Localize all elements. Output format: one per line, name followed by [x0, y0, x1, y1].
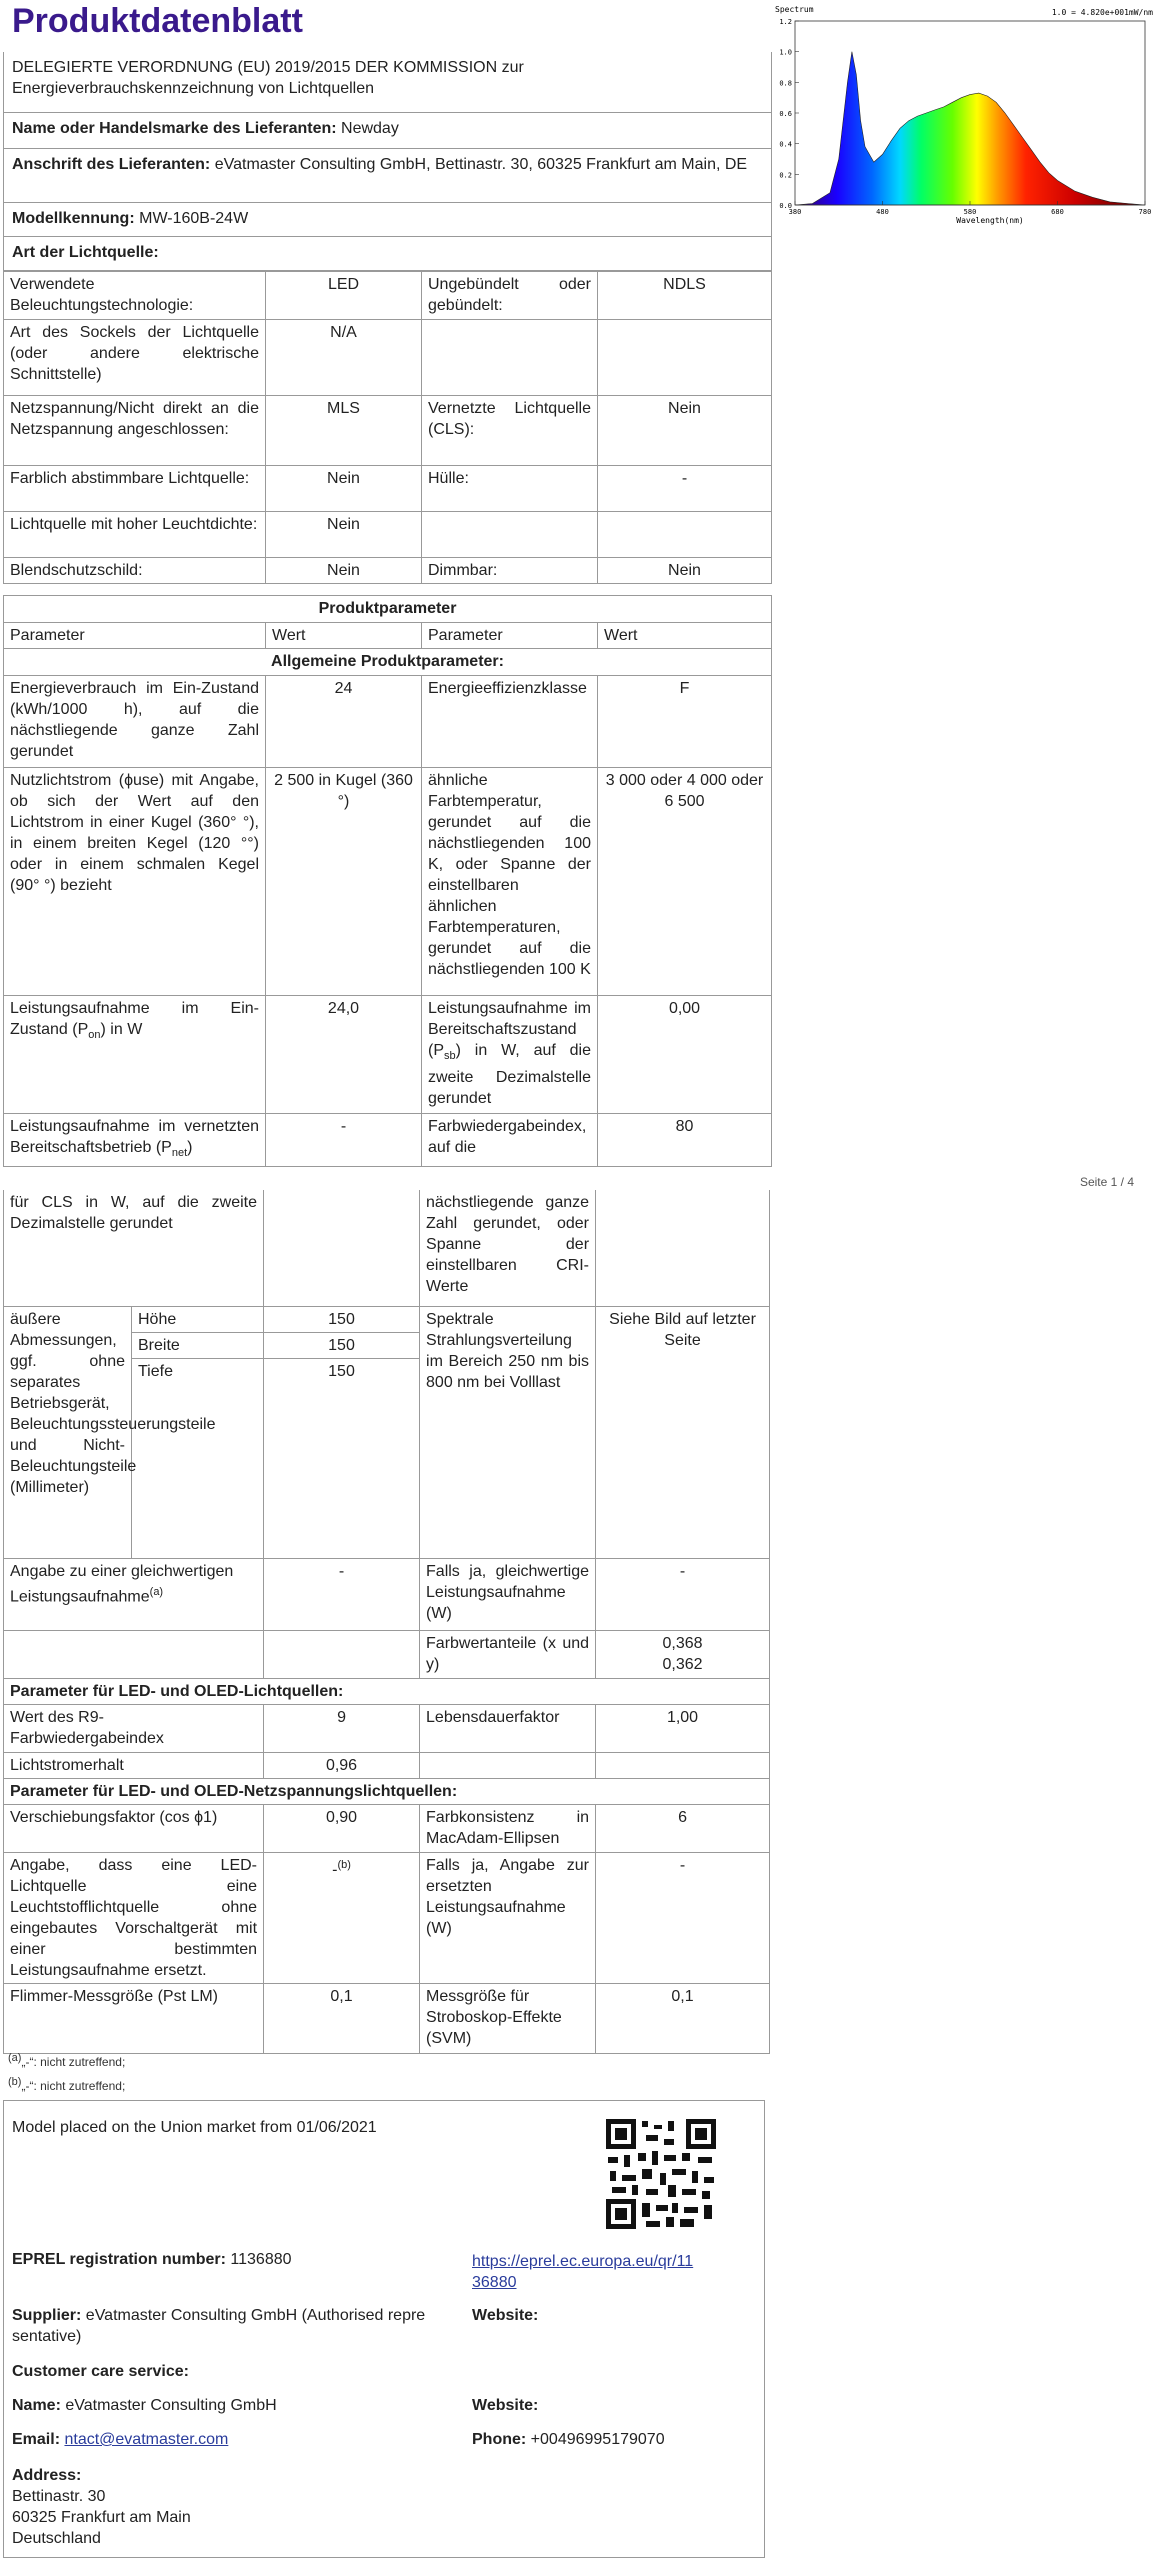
type-table-cell-4-3 — [598, 512, 772, 558]
efficiency-class-label: Energieeffizienzklasse — [422, 675, 598, 767]
spectrum-area — [795, 52, 1145, 205]
cri-value: 80 — [598, 1113, 772, 1166]
type-table-body — [4, 272, 772, 584]
model-label: Modellkennung: — [12, 210, 135, 227]
energy-consumption-label: Energieverbrauch im Ein-Zustand (kWh/1000 h), auf die nächstliegende ganze Zahl gerundet — [4, 675, 266, 767]
supplier-address-label: Anschrift des Lieferanten: — [12, 156, 211, 173]
address-line-1: Bettinastr. 30 — [12, 2488, 106, 2505]
general-params-title: Allgemeine Produktparameter: — [4, 649, 772, 676]
light-source-type-label: Art der Lichtquelle: — [4, 236, 771, 270]
useful-flux-value: 2 500 in Kugel (360 °) — [266, 767, 422, 995]
disp-value: 0,90 — [264, 1804, 420, 1852]
y-tick-label: 1.2 — [779, 18, 792, 26]
cri-label: Farbwiedergabeindex, auf die — [422, 1113, 598, 1166]
chroma-value: 0,368 0,362 — [596, 1630, 770, 1678]
type-table-cell-0-3: NDLS — [598, 272, 772, 320]
type-table-cell-1-1: N/A — [266, 320, 422, 396]
supplier-name-row — [4, 112, 771, 148]
address-label: Address: — [12, 2467, 82, 2484]
type-table-cell-1-0: Art des Sockels der Lichtquelle (oder andere elektrische Schnittstelle) — [4, 320, 266, 396]
website-label: Website: — [472, 2307, 539, 2324]
supplier-address-value: eVatmaster Consulting GmbH, Bettinastr. 30, 60325 Frankfurt am Main, DE — [214, 156, 748, 173]
empty-cell — [596, 1752, 770, 1778]
p-net-value: - — [266, 1113, 422, 1166]
dims-label: äußere Abmessungen, ggf. ohne separates Betriebsgerät, Beleuchtungssteuerungsteile und Nicht-Beleuchtungsteile (Millimeter) — [4, 1306, 132, 1558]
type-table-cell-5-2: Dimmbar: — [422, 558, 598, 584]
efficiency-class-value: F — [598, 675, 772, 767]
y-tick-label: 1.0 — [779, 48, 792, 57]
placed-on-market: Model placed on the Union market from 01/06/2021 — [12, 2119, 377, 2136]
chart-annotation: 1.0 = 4.820e+001mW/nm — [1051, 8, 1153, 17]
type-table-cell-2-0: Netzspannung/Nicht direkt an die Netzspannung angeschlossen: — [4, 396, 266, 466]
x-axis-label: Wavelength(nm) — [956, 216, 1024, 225]
x-tick-label: 380 — [788, 208, 802, 216]
customer-care-label: Customer care service: — [12, 2363, 189, 2380]
x-tick-label: 780 — [1138, 208, 1152, 216]
eprel-qr-link[interactable]: https://eprel.ec.europa.eu/qr/11 36880 — [472, 2253, 694, 2291]
type-table-row — [4, 396, 772, 466]
col-value-1: Wert — [266, 622, 422, 649]
type-table-row — [4, 272, 772, 320]
phone-value: +00496995179070 — [530, 2431, 665, 2448]
flicker-value: 0,1 — [264, 1983, 420, 2053]
consistency-value: 6 — [596, 1804, 770, 1852]
type-table-cell-1-2 — [422, 320, 598, 396]
address-line-2: 60325 Frankfurt am Main — [12, 2509, 191, 2526]
email-row — [12, 2429, 228, 2450]
name-label: Name: — [12, 2397, 61, 2414]
type-table-cell-3-0: Farblich abstimmbare Lichtquelle: — [4, 466, 266, 512]
header-box — [3, 52, 772, 271]
product-params-title: Produktparameter — [4, 596, 772, 623]
phone-label: Phone: — [472, 2431, 527, 2448]
mains-params-title: Parameter für LED- und OLED-Netzspannungslichtquellen: — [4, 1778, 770, 1804]
type-table-cell-3-2: Hülle: — [422, 466, 598, 512]
eprel-box — [3, 2100, 765, 2558]
name-value: eVatmaster Consulting GmbH — [65, 2397, 277, 2414]
name-row — [12, 2395, 277, 2416]
strobe-label: Messgröße für Stroboskop-Effekte (SVM) — [420, 1983, 596, 2053]
type-table-row — [4, 320, 772, 396]
supplier-address-row — [4, 148, 771, 202]
y-tick-label: 0.2 — [779, 171, 792, 180]
r9-value: 9 — [264, 1704, 420, 1752]
type-table-cell-5-0: Blendschutzschild: — [4, 558, 266, 584]
supplier-label: Supplier: — [12, 2307, 82, 2324]
type-table-cell-2-2: Vernetzte Lichtquelle (CLS): — [422, 396, 598, 466]
energy-consumption-value: 24 — [266, 675, 422, 767]
type-table-cell-2-1: MLS — [266, 396, 422, 466]
address-line-3: Deutschland — [12, 2530, 101, 2547]
y-tick-label: 0.4 — [779, 140, 792, 149]
width-value: 150 — [264, 1332, 420, 1358]
equiv-w-label: Falls ja, gleichwertige Leistungsaufnahme (W) — [420, 1558, 596, 1630]
supplier-value: eVatmaster Consulting GmbH (Authorised repre — [85, 2307, 426, 2324]
product-params-table — [3, 595, 772, 1167]
type-table — [3, 271, 772, 584]
empty-cell — [4, 1630, 264, 1678]
flicker-label: Flimmer-Messgröße (Pst LM) — [4, 1983, 264, 2053]
spectrum-chart — [775, 3, 1155, 228]
y-tick-label: 0.6 — [779, 110, 792, 118]
replace-value: -$^{(b)}$ — [264, 1852, 420, 1983]
cri-label-cont: nächstliegende ganze Zahl gerundet, oder Spanne der einstellbaren CRI-Werte — [420, 1190, 596, 1306]
type-table-row — [4, 466, 772, 512]
footnote-b: (b)„-“: nicht zutreffend; — [8, 2076, 126, 2093]
model-row — [4, 202, 771, 236]
lumen-maint-label: Lichtstromerhalt — [4, 1752, 264, 1778]
type-table-cell-3-3: - — [598, 466, 772, 512]
depth-label: Tiefe — [132, 1358, 264, 1558]
type-table-cell-0-0: Verwendete Beleuchtungstechnologie: — [4, 272, 266, 320]
consistency-label: Farbkonsistenz in MacAdam-Ellipsen — [420, 1804, 596, 1852]
type-table-cell-2-3: Nein — [598, 396, 772, 466]
email-link[interactable]: ntact@evatmaster.com — [64, 2431, 229, 2448]
footnote-a: (a)„-“: nicht zutreffend; — [8, 2052, 126, 2069]
useful-flux-label: Nutzlichtstrom (ϕuse) mit Angabe, ob sich der Wert auf den Lichtstrom in einer Kugel (360° °), in einem breiten Kegel (120 °°) oder in einem schmalen Kegel (90° °) bezieht — [4, 767, 266, 995]
empty-cell — [596, 1190, 770, 1306]
type-table-cell-5-1: Nein — [266, 558, 422, 584]
supplier-value-cont: sentative) — [12, 2328, 82, 2345]
qr-code-icon[interactable] — [606, 2119, 716, 2229]
replace-w-value: - — [596, 1852, 770, 1983]
equiv-label: Angabe zu einer gleichwertigen Leistungsaufnahme$^{(a)}$ — [4, 1558, 264, 1630]
p-sb-label: Leistungsaufnahme im Bereitschaftszustand $(P_{sb})$ in W, auf die zweite Dezimalstelle gerundet — [422, 995, 598, 1113]
type-table-cell-0-1: LED — [266, 272, 422, 320]
x-tick-label: 680 — [1051, 208, 1064, 216]
equiv-w-value: - — [596, 1558, 770, 1630]
col-value-2: Wert — [598, 622, 772, 649]
replace-w-label: Falls ja, Angabe zur ersetzten Leistungsaufnahme (W) — [420, 1852, 596, 1983]
supplier-name-value: Newday — [341, 120, 399, 137]
cct-value: 3 000 oder 4 000 oder 6 500 — [598, 767, 772, 995]
p-on-value: 24,0 — [266, 995, 422, 1113]
replace-label: Angabe, dass eine LED-Lichtquelle eine Leuchtstofflichtquelle ohne eingebautes Vorschaltgerät mit einer bestimmten Leistungsaufnahme ersetzt. — [4, 1852, 264, 1983]
regulation-text: DELEGIERTE VERORDNUNG (EU) 2019/2015 DER KOMMISSION zur Energieverbrauchskennzeichnung von Lichtquellen — [12, 59, 524, 97]
led-params-title: Parameter für LED- und OLED-Lichtquellen: — [4, 1678, 770, 1704]
eprel-reg-row — [12, 2249, 292, 2270]
equiv-value: - — [264, 1558, 420, 1630]
type-table-cell-4-1: Nein — [266, 512, 422, 558]
cct-label: ähnliche Farbtemperatur, gerundet auf die nächstliegenden 100 K, oder Spanne der einstellbaren ähnlichen Farbtemperaturen, gerundet auf die nächstliegenden 100 K — [422, 767, 598, 995]
survival-label: Lebensdauerfaktor — [420, 1704, 596, 1752]
p-net-label: Leistungsaufnahme im vernetzten Bereitschaftsbetrieb $(P_{net})$ — [4, 1113, 266, 1166]
disp-label: Verschiebungsfaktor (cos ϕ1) — [4, 1804, 264, 1852]
eprel-reg-value: 1136880 — [230, 2251, 292, 2268]
empty-cell — [264, 1630, 420, 1678]
survival-value: 1,00 — [596, 1704, 770, 1752]
page-number: Seite 1 / 4 — [1079, 1175, 1134, 1189]
empty-cell — [264, 1190, 420, 1306]
page-title: Produktdatenblatt — [12, 2, 303, 40]
width-label: Breite — [132, 1332, 264, 1358]
email-label: Email: — [12, 2431, 61, 2448]
r9-label: Wert des R9-Farbwiedergabeindex — [4, 1704, 264, 1752]
type-table-cell-3-1: Nein — [266, 466, 422, 512]
col-param-2: Parameter — [422, 622, 598, 649]
p-on-label: Leistungsaufnahme im Ein-Zustand $(P_{on})$ in W — [4, 995, 266, 1113]
type-table-cell-5-3: Nein — [598, 558, 772, 584]
empty-cell — [420, 1752, 596, 1778]
p-net-label-cont: für CLS in W, auf die zweite Dezimalstelle gerundet — [4, 1190, 264, 1306]
x-tick-label: 480 — [876, 208, 889, 216]
spectral-value: Siehe Bild auf letzter Seite — [596, 1306, 770, 1558]
supplier-row — [12, 2305, 462, 2347]
model-value: MW-160B-24W — [139, 210, 249, 227]
supplier-name-label: Name oder Handelsmarke des Lieferanten: — [12, 120, 337, 137]
website2-label: Website: — [472, 2397, 539, 2414]
chroma-label: Farbwertanteile (x und y) — [420, 1630, 596, 1678]
strobe-value: 0,1 — [596, 1983, 770, 2053]
x-tick-label: 580 — [963, 208, 977, 216]
y-tick-label: 0.8 — [779, 79, 792, 88]
type-table-row — [4, 512, 772, 558]
spectral-label: Spektrale Strahlungsverteilung im Bereich 250 nm bis 800 nm bei Volllast — [420, 1306, 596, 1558]
type-table-cell-4-0: Lichtquelle mit hoher Leuchtdichte: — [4, 512, 266, 558]
type-table-cell-1-3 — [598, 320, 772, 396]
lumen-maint-value: 0,96 — [264, 1752, 420, 1778]
type-table-cell-4-2 — [422, 512, 598, 558]
y-tick-label: 0.0 — [779, 202, 792, 210]
type-table-cell-0-2: Ungebündelt oder gebündelt: — [422, 272, 598, 320]
depth-value: 150 — [264, 1358, 420, 1558]
product-params-table-cont — [3, 1190, 770, 2054]
eprel-reg-label: EPREL registration number: — [12, 2251, 226, 2268]
height-label: Höhe — [132, 1306, 264, 1332]
col-param-1: Parameter — [4, 622, 266, 649]
type-table-row — [4, 558, 772, 584]
p-sb-value: 0,00 — [598, 995, 772, 1113]
height-value: 150 — [264, 1306, 420, 1332]
chart-title: Spectrum — [775, 5, 814, 14]
address-block — [12, 2465, 191, 2549]
phone-row — [472, 2429, 665, 2450]
